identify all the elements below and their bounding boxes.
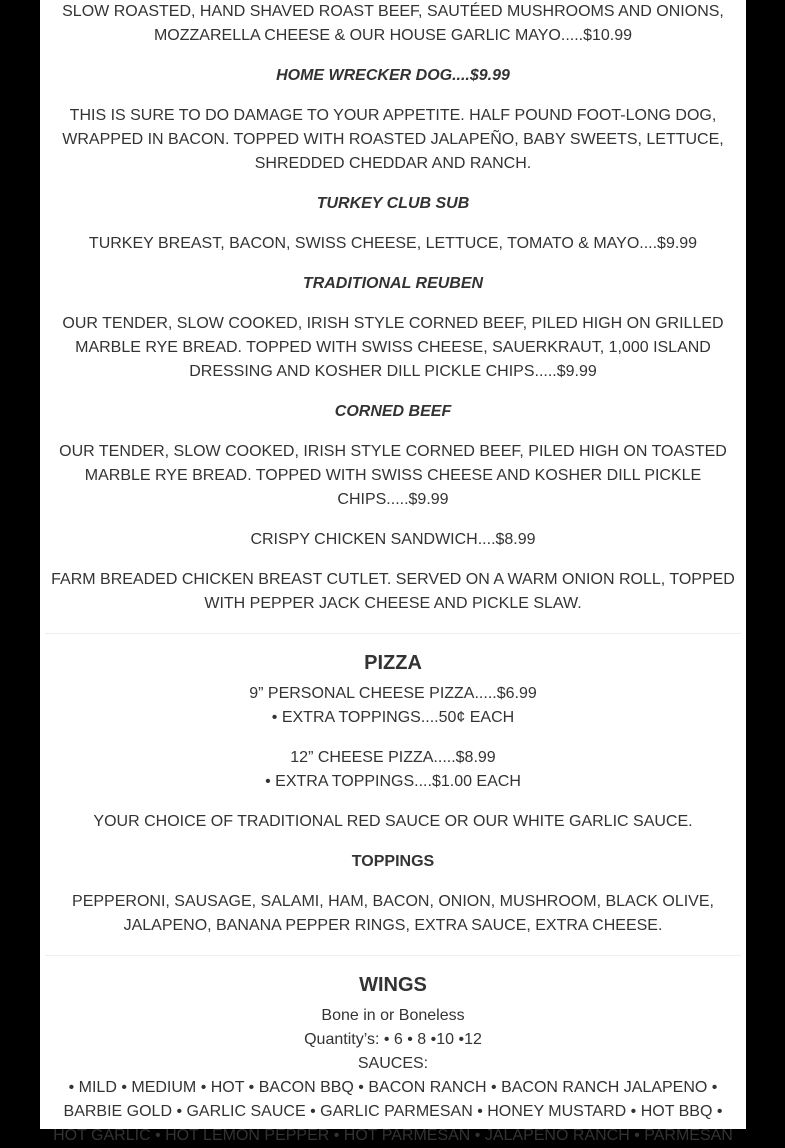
crispy-chicken-description: FARM BREADED CHICKEN BREAST CUTLET. SERVED ON A WARM ONION ROLL, TOPPED WITH PEPPER JACK CHEESE AND PICKLE SLAW. bbox=[51, 571, 735, 612]
item-title: HOME WRECKER DOG....$9.99 bbox=[276, 67, 510, 84]
wings-sauces-label: SAUCES: bbox=[357, 1055, 429, 1072]
menu-content bbox=[45, 0, 741, 1148]
menu-panel bbox=[40, 0, 746, 1144]
wings-heading: WINGS bbox=[359, 974, 427, 996]
roast-beef-description: SLOW ROASTED, HAND SHAVED ROAST BEEF, SAUTÉED MUSHROOMS AND ONIONS, MOZZARELLA CHEESE & OUR HOUSE GARLIC MAYO.....$10.99 bbox=[62, 3, 724, 44]
large-pizza-price: 12” CHEESE PIZZA.....$8.99 bbox=[290, 749, 496, 766]
item-title: CORNED BEEF bbox=[334, 403, 452, 420]
item-description: TURKEY BREAST, BACON, SWISS CHEESE, LETTUCE, TOMATO & MAYO....$9.99 bbox=[88, 235, 698, 252]
wings-sauces-list: • MILD • MEDIUM • HOT • BACON BBQ • BACON RANCH • BACON RANCH JALAPENO • BARBIE GOLD • GARLIC SAUCE • GARLIC PARMESAN • HONEY MUSTARD • HOT BBQ • HOT GARLIC • HOT LEMON PEPPER • HOT PARMESAN • JALAPENO RANCH • PARMESAN bbox=[53, 1079, 733, 1144]
item-title: TURKEY CLUB SUB bbox=[316, 195, 470, 212]
crispy-chicken-title: CRISPY CHICKEN SANDWICH....$8.99 bbox=[250, 531, 536, 548]
wings-style: Bone in or Boneless bbox=[321, 1007, 465, 1024]
pizza-heading: PIZZA bbox=[364, 652, 422, 674]
wings-quantity: Quantity’s: • 6 • 8 •10 •12 bbox=[304, 1031, 482, 1048]
sauce-choice: YOUR CHOICE OF TRADITIONAL RED SAUCE OR OUR WHITE GARLIC SAUCE. bbox=[93, 813, 693, 830]
item-title: TRADITIONAL REUBEN bbox=[302, 275, 484, 292]
item-description: THIS IS SURE TO DO DAMAGE TO YOUR APPETITE. HALF POUND FOOT-LONG DOG, WRAPPED IN BACON. TOPPED WITH ROASTED JALAPEÑO, BABY SWEETS, LETTUCE, SHREDDED CHEDDAR AND RANCH. bbox=[62, 107, 724, 172]
large-pizza-toppings: • EXTRA TOPPINGS....$1.00 EACH bbox=[265, 773, 521, 790]
personal-pizza-price: 9” PERSONAL CHEESE PIZZA.....$6.99 bbox=[249, 685, 537, 702]
item-description: OUR TENDER, SLOW COOKED, IRISH STYLE CORNED BEEF, PILED HIGH ON TOASTED MARBLE RYE BREAD. TOPPED WITH SWISS CHEESE AND KOSHER DILL PICKLE CHIPS.....$9.99 bbox=[59, 443, 727, 508]
toppings-list: PEPPERONI, SAUSAGE, SALAMI, HAM, BACON, ONION, MUSHROOM, BLACK OLIVE, JALAPENO, BANANA PEPPER RINGS, EXTRA SAUCE, EXTRA CHEESE. bbox=[72, 893, 714, 934]
personal-pizza-toppings: • EXTRA TOPPINGS....50¢ EACH bbox=[271, 709, 515, 726]
toppings-heading: TOPPINGS bbox=[351, 853, 435, 870]
item-description: OUR TENDER, SLOW COOKED, IRISH STYLE CORNED BEEF, PILED HIGH ON GRILLED MARBLE RYE BREAD. TOPPED WITH SWISS CHEESE, SAUERKRAUT, 1,000 ISLAND DRESSING AND KOSHER DILL PICKLE CHIPS.....$9.99 bbox=[62, 315, 724, 380]
